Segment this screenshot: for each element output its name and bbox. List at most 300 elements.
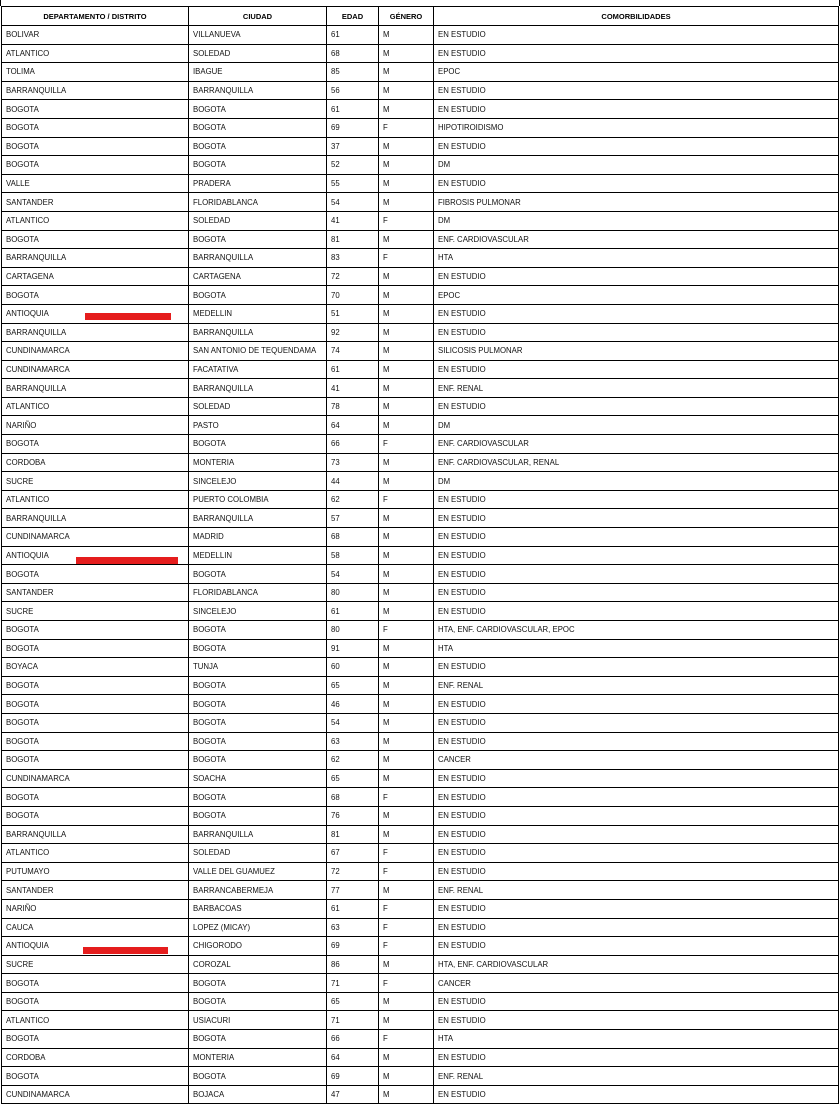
cell-ciudad: BOGOTA bbox=[189, 676, 327, 695]
cell-genero: M bbox=[379, 528, 434, 547]
cell-edad: 52 bbox=[327, 156, 379, 175]
cell-ciudad: PUERTO COLOMBIA bbox=[189, 490, 327, 509]
cell-comorbilidades: EPOC bbox=[434, 286, 839, 305]
cell-comorbilidades: EN ESTUDIO bbox=[434, 100, 839, 119]
cell-genero: M bbox=[379, 100, 434, 119]
cell-ciudad: SINCELEJO bbox=[189, 472, 327, 491]
cell-edad: 62 bbox=[327, 490, 379, 509]
cell-comorbilidades: HIPOTIROIDISMO bbox=[434, 118, 839, 137]
cell-edad: 80 bbox=[327, 621, 379, 640]
cell-ciudad: BOGOTA bbox=[189, 992, 327, 1011]
cell-departamento: BARRANQUILLA bbox=[2, 825, 189, 844]
cell-genero: M bbox=[379, 81, 434, 100]
cell-edad: 77 bbox=[327, 881, 379, 900]
table-row bbox=[2, 360, 839, 379]
cell-comorbilidades: EN ESTUDIO bbox=[434, 899, 839, 918]
table-row bbox=[2, 899, 839, 918]
cell-departamento: CORDOBA bbox=[2, 1048, 189, 1067]
cell-ciudad: BOGOTA bbox=[189, 230, 327, 249]
cell-edad: 71 bbox=[327, 974, 379, 993]
cell-edad: 56 bbox=[327, 81, 379, 100]
cell-comorbilidades: CANCER bbox=[434, 751, 839, 770]
cell-comorbilidades: EN ESTUDIO bbox=[434, 137, 839, 156]
header-edad: EDAD bbox=[327, 7, 379, 26]
cell-genero: M bbox=[379, 397, 434, 416]
table-row bbox=[2, 211, 839, 230]
cell-comorbilidades: EN ESTUDIO bbox=[434, 546, 839, 565]
cell-genero: M bbox=[379, 546, 434, 565]
cell-departamento: TOLIMA bbox=[2, 63, 189, 82]
cell-comorbilidades: ENF. RENAL bbox=[434, 881, 839, 900]
cell-ciudad: BARRANCABERMEJA bbox=[189, 881, 327, 900]
cell-edad: 63 bbox=[327, 918, 379, 937]
cell-departamento: BOGOTA bbox=[2, 230, 189, 249]
cell-comorbilidades: ENF. CARDIOVASCULAR bbox=[434, 435, 839, 454]
cell-departamento: CUNDINAMARCA bbox=[2, 769, 189, 788]
cell-genero: M bbox=[379, 992, 434, 1011]
cell-ciudad: BOGOTA bbox=[189, 806, 327, 825]
table-row bbox=[2, 1030, 839, 1049]
cell-genero: F bbox=[379, 918, 434, 937]
cell-edad: 81 bbox=[327, 230, 379, 249]
cell-edad: 61 bbox=[327, 26, 379, 45]
header-comorbilidades: COMORBILIDADES bbox=[434, 7, 839, 26]
cell-genero: F bbox=[379, 621, 434, 640]
cell-genero: M bbox=[379, 732, 434, 751]
table-row bbox=[2, 602, 839, 621]
cell-ciudad: SOLEDAD bbox=[189, 211, 327, 230]
cell-ciudad: PASTO bbox=[189, 416, 327, 435]
cell-ciudad: CHIGORODO bbox=[189, 937, 327, 956]
cell-departamento: ANTIOQUIA bbox=[2, 546, 189, 565]
cell-ciudad: SOLEDAD bbox=[189, 44, 327, 63]
cell-genero: M bbox=[379, 44, 434, 63]
table-row bbox=[2, 63, 839, 82]
cell-departamento: BOGOTA bbox=[2, 565, 189, 584]
cell-ciudad: PRADERA bbox=[189, 174, 327, 193]
cell-departamento: BOGOTA bbox=[2, 974, 189, 993]
cell-edad: 85 bbox=[327, 63, 379, 82]
cell-ciudad: MONTERIA bbox=[189, 453, 327, 472]
cell-comorbilidades: EN ESTUDIO bbox=[434, 565, 839, 584]
cell-genero: M bbox=[379, 1085, 434, 1104]
table-row bbox=[2, 100, 839, 119]
cell-genero: M bbox=[379, 1067, 434, 1086]
cell-edad: 66 bbox=[327, 435, 379, 454]
table-row bbox=[2, 992, 839, 1011]
cell-departamento: BARRANQUILLA bbox=[2, 249, 189, 268]
cell-edad: 44 bbox=[327, 472, 379, 491]
cell-comorbilidades: DM bbox=[434, 416, 839, 435]
table-row bbox=[2, 323, 839, 342]
cell-genero: F bbox=[379, 435, 434, 454]
table-row bbox=[2, 732, 839, 751]
cell-ciudad: MEDELLIN bbox=[189, 546, 327, 565]
table-row bbox=[2, 713, 839, 732]
table-row bbox=[2, 1085, 839, 1104]
header-departamento: DEPARTAMENTO / DISTRITO bbox=[2, 7, 189, 26]
cell-edad: 64 bbox=[327, 1048, 379, 1067]
cell-ciudad: BOGOTA bbox=[189, 695, 327, 714]
cell-comorbilidades: EN ESTUDIO bbox=[434, 788, 839, 807]
cell-genero: M bbox=[379, 26, 434, 45]
cell-ciudad: SINCELEJO bbox=[189, 602, 327, 621]
cell-comorbilidades: EN ESTUDIO bbox=[434, 713, 839, 732]
table-row bbox=[2, 156, 839, 175]
cell-comorbilidades: HTA, ENF. CARDIOVASCULAR, EPOC bbox=[434, 621, 839, 640]
cell-edad: 73 bbox=[327, 453, 379, 472]
cell-ciudad: BOGOTA bbox=[189, 100, 327, 119]
table-row bbox=[2, 397, 839, 416]
cell-comorbilidades: EN ESTUDIO bbox=[434, 397, 839, 416]
cell-comorbilidades: EN ESTUDIO bbox=[434, 323, 839, 342]
cell-departamento: SUCRE bbox=[2, 472, 189, 491]
cell-departamento: BOGOTA bbox=[2, 435, 189, 454]
table-row bbox=[2, 44, 839, 63]
cell-comorbilidades: EN ESTUDIO bbox=[434, 695, 839, 714]
cell-comorbilidades: HTA bbox=[434, 249, 839, 268]
cell-ciudad: BARRANQUILLA bbox=[189, 825, 327, 844]
cell-edad: 54 bbox=[327, 713, 379, 732]
cell-edad: 69 bbox=[327, 937, 379, 956]
cell-comorbilidades: HTA, ENF. CARDIOVASCULAR bbox=[434, 955, 839, 974]
cell-edad: 69 bbox=[327, 118, 379, 137]
header-ciudad: CIUDAD bbox=[189, 7, 327, 26]
table-row bbox=[2, 528, 839, 547]
cell-genero: F bbox=[379, 1030, 434, 1049]
cell-comorbilidades: EN ESTUDIO bbox=[434, 602, 839, 621]
cell-ciudad: BOGOTA bbox=[189, 713, 327, 732]
cell-departamento: SANTANDER bbox=[2, 881, 189, 900]
cell-ciudad: CARTAGENA bbox=[189, 267, 327, 286]
cell-comorbilidades: HTA bbox=[434, 1030, 839, 1049]
cell-departamento: BOGOTA bbox=[2, 992, 189, 1011]
cell-comorbilidades: EN ESTUDIO bbox=[434, 825, 839, 844]
cell-ciudad: BOGOTA bbox=[189, 621, 327, 640]
cell-genero: F bbox=[379, 211, 434, 230]
cell-comorbilidades: EN ESTUDIO bbox=[434, 304, 839, 323]
cell-genero: M bbox=[379, 639, 434, 658]
table-row bbox=[2, 621, 839, 640]
cell-ciudad: SOLEDAD bbox=[189, 397, 327, 416]
table-row bbox=[2, 955, 839, 974]
cell-comorbilidades: EN ESTUDIO bbox=[434, 583, 839, 602]
cell-genero: M bbox=[379, 230, 434, 249]
cell-departamento: ATLANTICO bbox=[2, 490, 189, 509]
table-row bbox=[2, 974, 839, 993]
cell-departamento: ATLANTICO bbox=[2, 397, 189, 416]
table-row bbox=[2, 583, 839, 602]
cell-departamento: BOGOTA bbox=[2, 732, 189, 751]
table-row bbox=[2, 472, 839, 491]
cell-edad: 61 bbox=[327, 360, 379, 379]
table-row bbox=[2, 435, 839, 454]
cell-genero: M bbox=[379, 137, 434, 156]
cell-comorbilidades: EN ESTUDIO bbox=[434, 658, 839, 677]
cell-ciudad: VILLANUEVA bbox=[189, 26, 327, 45]
cell-comorbilidades: DM bbox=[434, 211, 839, 230]
table-row bbox=[2, 137, 839, 156]
cell-departamento: BOGOTA bbox=[2, 156, 189, 175]
cell-edad: 58 bbox=[327, 546, 379, 565]
cell-edad: 62 bbox=[327, 751, 379, 770]
cell-comorbilidades: EN ESTUDIO bbox=[434, 992, 839, 1011]
cell-ciudad: LOPEZ (MICAY) bbox=[189, 918, 327, 937]
cell-genero: F bbox=[379, 974, 434, 993]
cell-edad: 54 bbox=[327, 193, 379, 212]
red-highlight-mark bbox=[76, 557, 178, 564]
cell-comorbilidades: EN ESTUDIO bbox=[434, 844, 839, 863]
cell-ciudad: BARBACOAS bbox=[189, 899, 327, 918]
cell-ciudad: BOGOTA bbox=[189, 974, 327, 993]
cell-departamento: BOGOTA bbox=[2, 695, 189, 714]
cell-departamento: PUTUMAYO bbox=[2, 862, 189, 881]
cell-departamento: BARRANQUILLA bbox=[2, 323, 189, 342]
cell-edad: 61 bbox=[327, 899, 379, 918]
cell-edad: 47 bbox=[327, 1085, 379, 1104]
cell-edad: 68 bbox=[327, 788, 379, 807]
cell-genero: F bbox=[379, 862, 434, 881]
cell-genero: M bbox=[379, 193, 434, 212]
cell-ciudad: BARRANQUILLA bbox=[189, 81, 327, 100]
cell-departamento: CAUCA bbox=[2, 918, 189, 937]
cell-comorbilidades: EN ESTUDIO bbox=[434, 81, 839, 100]
table-row bbox=[2, 769, 839, 788]
table-row bbox=[2, 825, 839, 844]
cell-comorbilidades: DM bbox=[434, 156, 839, 175]
cell-comorbilidades: EN ESTUDIO bbox=[434, 769, 839, 788]
table-row bbox=[2, 881, 839, 900]
cell-genero: M bbox=[379, 602, 434, 621]
cell-edad: 64 bbox=[327, 416, 379, 435]
cell-comorbilidades: EN ESTUDIO bbox=[434, 1011, 839, 1030]
cell-comorbilidades: EN ESTUDIO bbox=[434, 862, 839, 881]
cell-departamento: BARRANQUILLA bbox=[2, 509, 189, 528]
table-row bbox=[2, 267, 839, 286]
cell-ciudad: MONTERIA bbox=[189, 1048, 327, 1067]
cell-genero: M bbox=[379, 676, 434, 695]
cell-genero: F bbox=[379, 249, 434, 268]
cell-comorbilidades: HTA bbox=[434, 639, 839, 658]
cell-genero: M bbox=[379, 583, 434, 602]
cell-edad: 91 bbox=[327, 639, 379, 658]
cell-genero: M bbox=[379, 565, 434, 584]
cell-edad: 78 bbox=[327, 397, 379, 416]
cell-ciudad: SOACHA bbox=[189, 769, 327, 788]
cell-comorbilidades: CANCER bbox=[434, 974, 839, 993]
header-row bbox=[2, 7, 839, 26]
cell-departamento: BOGOTA bbox=[2, 118, 189, 137]
cell-ciudad: BOJACA bbox=[189, 1085, 327, 1104]
cell-ciudad: BOGOTA bbox=[189, 732, 327, 751]
cell-departamento: NARIÑO bbox=[2, 416, 189, 435]
cell-edad: 80 bbox=[327, 583, 379, 602]
cell-departamento: ATLANTICO bbox=[2, 844, 189, 863]
cell-edad: 74 bbox=[327, 342, 379, 361]
table-row bbox=[2, 286, 839, 305]
cell-comorbilidades: EN ESTUDIO bbox=[434, 174, 839, 193]
cell-genero: M bbox=[379, 63, 434, 82]
cell-comorbilidades: EN ESTUDIO bbox=[434, 360, 839, 379]
table-row bbox=[2, 174, 839, 193]
cell-edad: 68 bbox=[327, 528, 379, 547]
cell-comorbilidades: ENF. RENAL bbox=[434, 379, 839, 398]
cell-genero: M bbox=[379, 509, 434, 528]
cell-edad: 72 bbox=[327, 862, 379, 881]
cell-genero: M bbox=[379, 658, 434, 677]
cell-departamento: ANTIOQUIA bbox=[2, 304, 189, 323]
cell-ciudad: IBAGUE bbox=[189, 63, 327, 82]
cell-comorbilidades: EN ESTUDIO bbox=[434, 267, 839, 286]
cell-comorbilidades: SILICOSIS PULMONAR bbox=[434, 342, 839, 361]
cell-ciudad: MEDELLIN bbox=[189, 304, 327, 323]
table-row bbox=[2, 918, 839, 937]
cell-edad: 61 bbox=[327, 100, 379, 119]
cell-edad: 55 bbox=[327, 174, 379, 193]
table-row bbox=[2, 639, 839, 658]
cell-departamento: BOGOTA bbox=[2, 676, 189, 695]
table-row bbox=[2, 342, 839, 361]
table-row bbox=[2, 788, 839, 807]
cell-departamento: SANTANDER bbox=[2, 193, 189, 212]
cell-edad: 65 bbox=[327, 992, 379, 1011]
cell-departamento: BOGOTA bbox=[2, 286, 189, 305]
cell-comorbilidades: EN ESTUDIO bbox=[434, 806, 839, 825]
cell-edad: 37 bbox=[327, 137, 379, 156]
table-row bbox=[2, 1048, 839, 1067]
cell-departamento: CUNDINAMARCA bbox=[2, 342, 189, 361]
cell-edad: 51 bbox=[327, 304, 379, 323]
cell-edad: 81 bbox=[327, 825, 379, 844]
table-row bbox=[2, 453, 839, 472]
cell-genero: F bbox=[379, 118, 434, 137]
cell-ciudad: BOGOTA bbox=[189, 1030, 327, 1049]
cell-ciudad: USIACURI bbox=[189, 1011, 327, 1030]
cell-edad: 92 bbox=[327, 323, 379, 342]
cell-comorbilidades: DM bbox=[434, 472, 839, 491]
cell-departamento: BOGOTA bbox=[2, 788, 189, 807]
table-row bbox=[2, 844, 839, 863]
cell-ciudad: COROZAL bbox=[189, 955, 327, 974]
cell-departamento: CORDOBA bbox=[2, 453, 189, 472]
cell-departamento: BOGOTA bbox=[2, 1030, 189, 1049]
cell-edad: 70 bbox=[327, 286, 379, 305]
cell-edad: 86 bbox=[327, 955, 379, 974]
cell-genero: M bbox=[379, 1011, 434, 1030]
cell-genero: M bbox=[379, 955, 434, 974]
cell-edad: 68 bbox=[327, 44, 379, 63]
table-row bbox=[2, 249, 839, 268]
cell-genero: F bbox=[379, 490, 434, 509]
table-body bbox=[2, 26, 839, 1104]
cell-ciudad: FACATATIVA bbox=[189, 360, 327, 379]
cell-ciudad: BOGOTA bbox=[189, 751, 327, 770]
cell-ciudad: BOGOTA bbox=[189, 1067, 327, 1086]
cell-ciudad: BOGOTA bbox=[189, 565, 327, 584]
cell-departamento: BARRANQUILLA bbox=[2, 379, 189, 398]
cell-edad: 66 bbox=[327, 1030, 379, 1049]
table-row bbox=[2, 416, 839, 435]
cell-departamento: BOGOTA bbox=[2, 1067, 189, 1086]
red-highlight-mark bbox=[85, 313, 171, 320]
cell-comorbilidades: EN ESTUDIO bbox=[434, 490, 839, 509]
cell-comorbilidades: ENF. CARDIOVASCULAR bbox=[434, 230, 839, 249]
cell-departamento: ATLANTICO bbox=[2, 1011, 189, 1030]
cell-departamento: BOGOTA bbox=[2, 621, 189, 640]
cell-comorbilidades: EN ESTUDIO bbox=[434, 26, 839, 45]
cell-comorbilidades: EN ESTUDIO bbox=[434, 509, 839, 528]
table-row bbox=[2, 26, 839, 45]
cell-ciudad: BOGOTA bbox=[189, 788, 327, 807]
cell-comorbilidades: ENF. RENAL bbox=[434, 676, 839, 695]
cell-genero: F bbox=[379, 937, 434, 956]
cell-departamento: BOGOTA bbox=[2, 639, 189, 658]
cell-departamento: BOGOTA bbox=[2, 137, 189, 156]
cell-edad: 76 bbox=[327, 806, 379, 825]
cell-genero: M bbox=[379, 713, 434, 732]
cell-ciudad: FLORIDABLANCA bbox=[189, 193, 327, 212]
cell-comorbilidades: EN ESTUDIO bbox=[434, 528, 839, 547]
cell-genero: M bbox=[379, 453, 434, 472]
table-row bbox=[2, 695, 839, 714]
cell-genero: M bbox=[379, 806, 434, 825]
cell-comorbilidades: EN ESTUDIO bbox=[434, 1048, 839, 1067]
cell-comorbilidades: EN ESTUDIO bbox=[434, 937, 839, 956]
cell-edad: 69 bbox=[327, 1067, 379, 1086]
cell-genero: M bbox=[379, 323, 434, 342]
cell-departamento: CUNDINAMARCA bbox=[2, 528, 189, 547]
cell-genero: M bbox=[379, 267, 434, 286]
cell-genero: M bbox=[379, 286, 434, 305]
cell-genero: M bbox=[379, 342, 434, 361]
cell-ciudad: BOGOTA bbox=[189, 286, 327, 305]
cell-comorbilidades: EN ESTUDIO bbox=[434, 1085, 839, 1104]
table-row bbox=[2, 1011, 839, 1030]
cell-genero: M bbox=[379, 156, 434, 175]
cell-departamento: ATLANTICO bbox=[2, 211, 189, 230]
cell-genero: F bbox=[379, 844, 434, 863]
table-row bbox=[2, 565, 839, 584]
cell-genero: M bbox=[379, 360, 434, 379]
cell-ciudad: BOGOTA bbox=[189, 156, 327, 175]
cell-ciudad: SAN ANTONIO DE TEQUENDAMA bbox=[189, 342, 327, 361]
cell-ciudad: BARRANQUILLA bbox=[189, 249, 327, 268]
cell-genero: M bbox=[379, 769, 434, 788]
cell-departamento: BARRANQUILLA bbox=[2, 81, 189, 100]
cell-ciudad: BOGOTA bbox=[189, 639, 327, 658]
cell-edad: 63 bbox=[327, 732, 379, 751]
cell-departamento: ANTIOQUIA bbox=[2, 937, 189, 956]
cell-genero: F bbox=[379, 788, 434, 807]
cell-edad: 60 bbox=[327, 658, 379, 677]
red-highlight-mark bbox=[83, 947, 168, 954]
cell-ciudad: BARRANQUILLA bbox=[189, 509, 327, 528]
cell-departamento: BOGOTA bbox=[2, 806, 189, 825]
cell-edad: 65 bbox=[327, 769, 379, 788]
cell-departamento: SUCRE bbox=[2, 955, 189, 974]
cell-ciudad: BOGOTA bbox=[189, 435, 327, 454]
table-row bbox=[2, 193, 839, 212]
cell-genero: M bbox=[379, 881, 434, 900]
cell-departamento: BOGOTA bbox=[2, 713, 189, 732]
cell-departamento: VALLE bbox=[2, 174, 189, 193]
cell-edad: 72 bbox=[327, 267, 379, 286]
table-row bbox=[2, 379, 839, 398]
cell-departamento: SANTANDER bbox=[2, 583, 189, 602]
table-row bbox=[2, 81, 839, 100]
cell-departamento: NARIÑO bbox=[2, 899, 189, 918]
cell-comorbilidades: EN ESTUDIO bbox=[434, 732, 839, 751]
